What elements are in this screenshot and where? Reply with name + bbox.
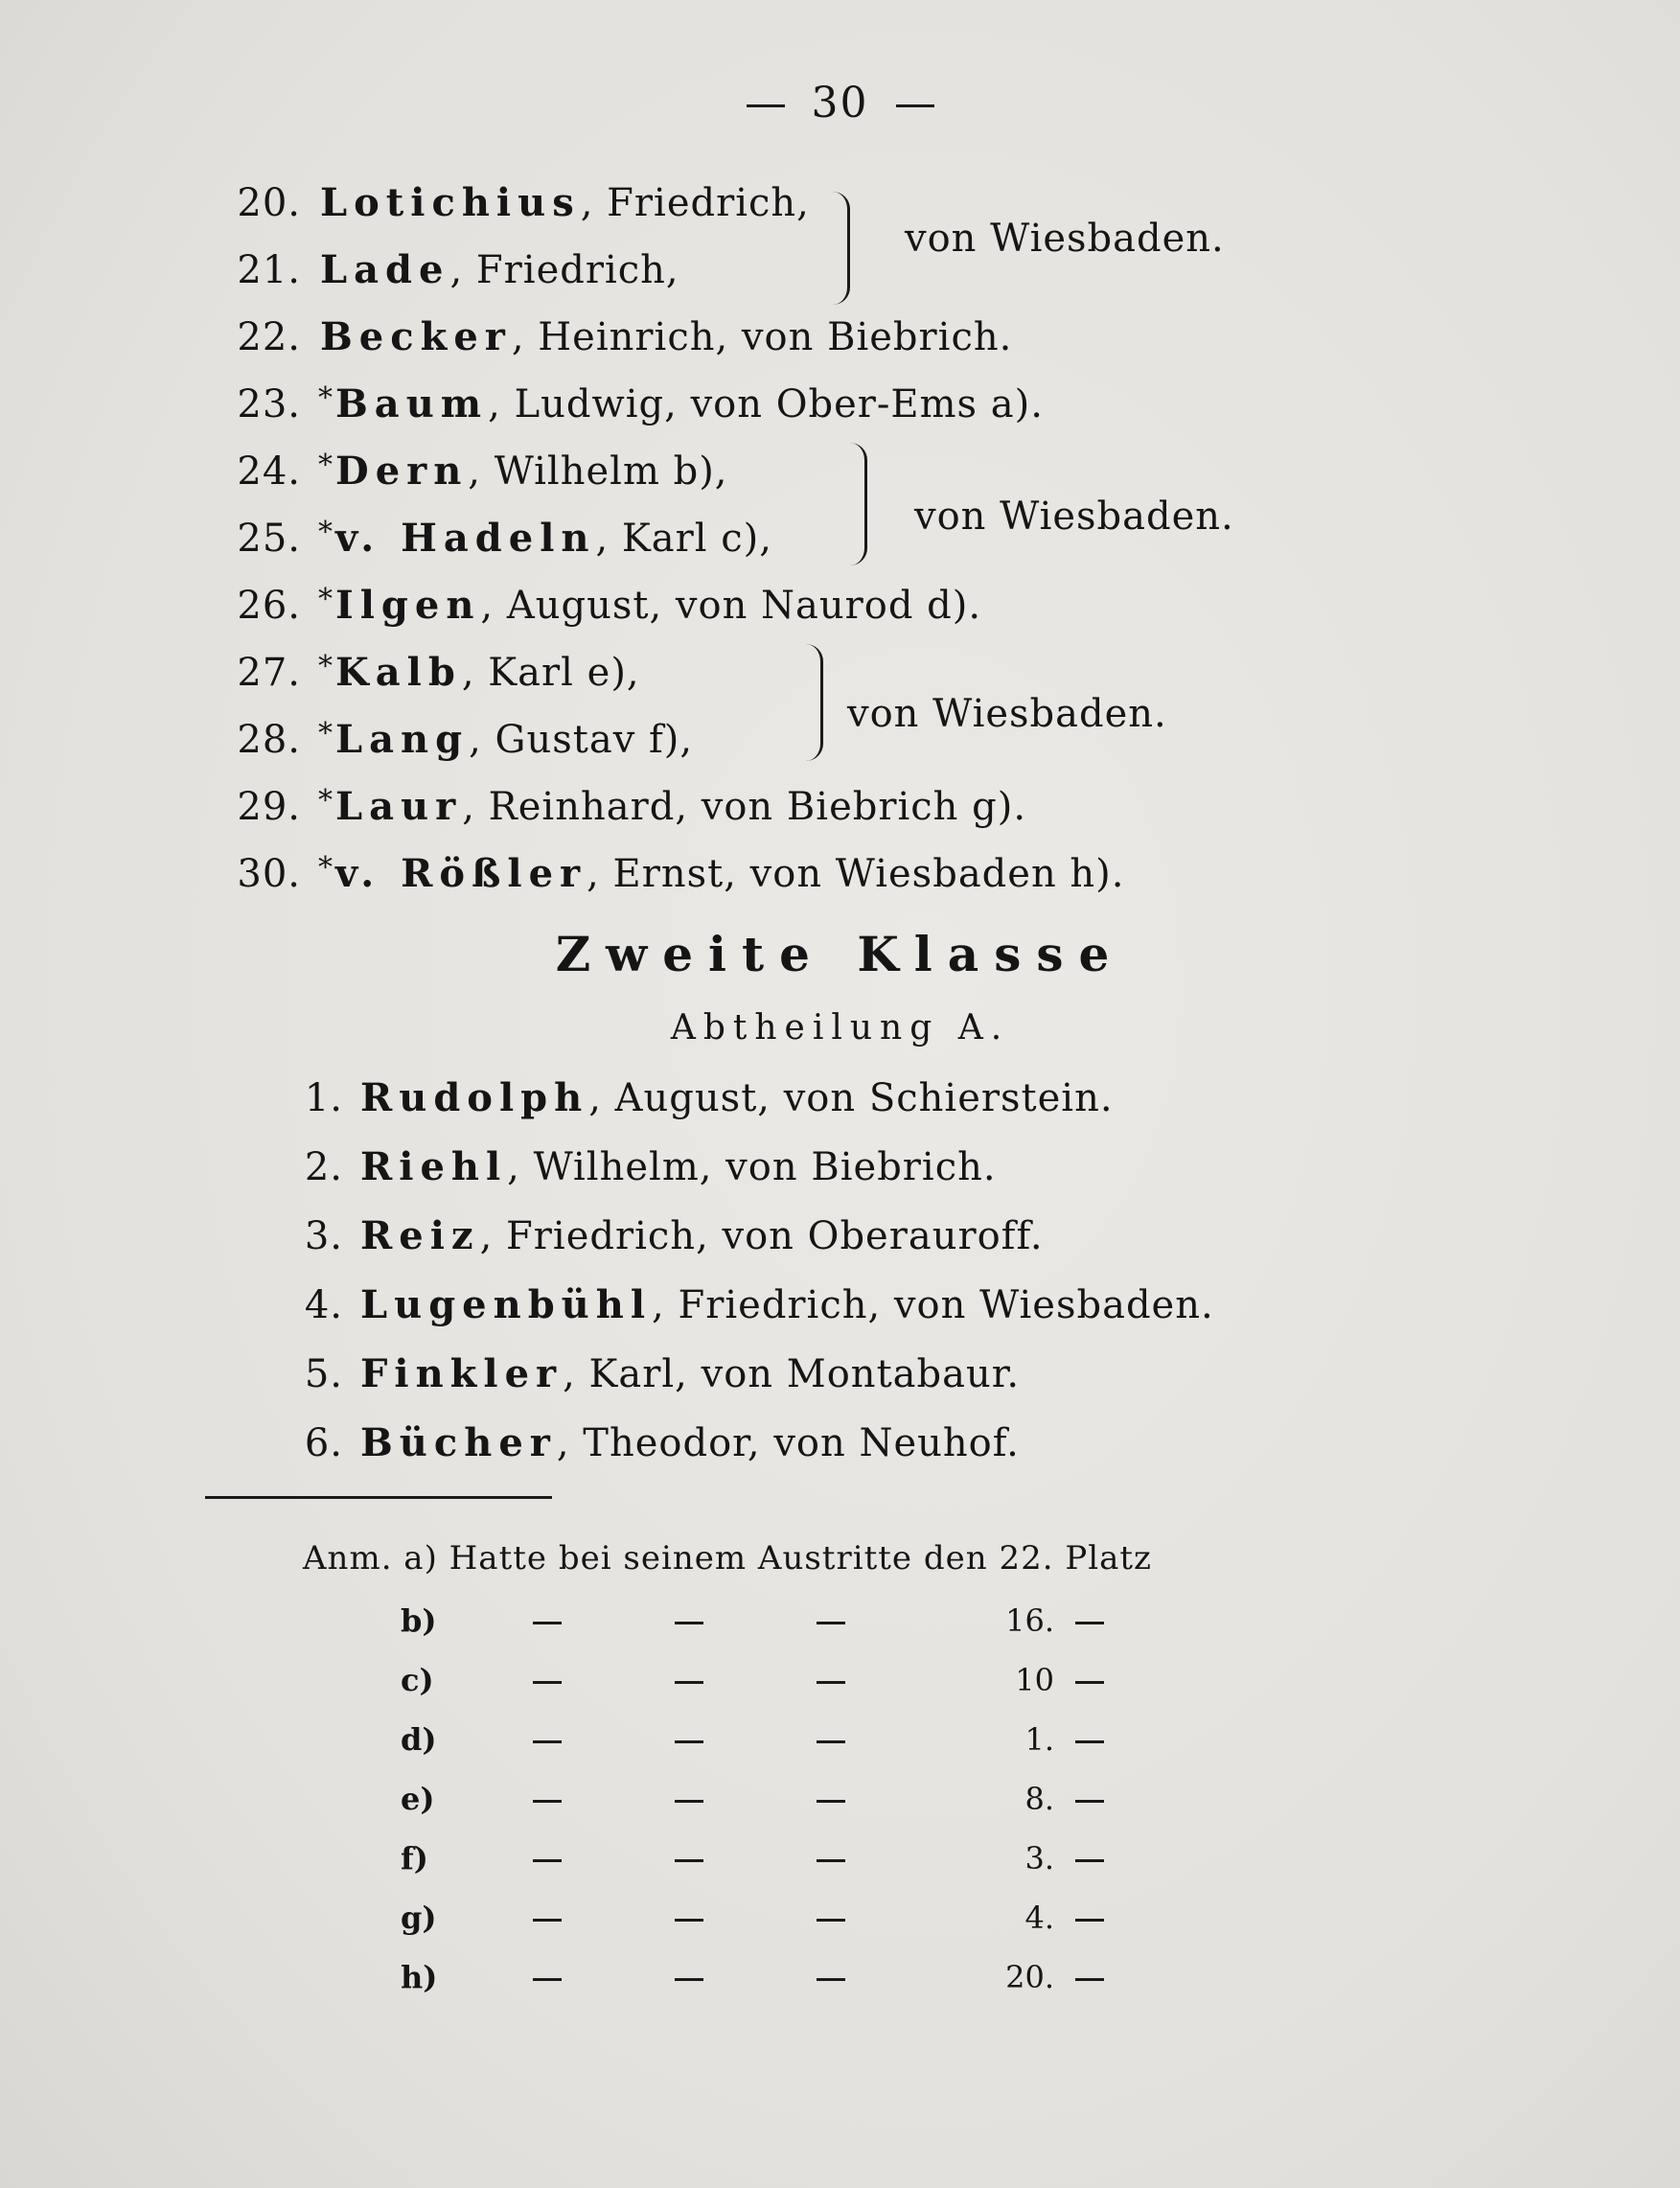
asterisk-mark: *: [318, 381, 334, 415]
list-item: [243, 1420, 1020, 1465]
entry-details: , Karl c),: [595, 517, 772, 561]
footnote-label: c): [401, 1662, 434, 1698]
entry-number: 28.: [237, 718, 301, 762]
ditto-dash: [1075, 1978, 1104, 1981]
brace-label: von Wiesbaden.: [914, 495, 1234, 539]
entry-details: , Friedrich,: [580, 181, 810, 225]
entry-number: 26.: [237, 584, 301, 628]
footnote-place: 8.: [1024, 1781, 1054, 1817]
list-item: [243, 1075, 1114, 1120]
entry-number: 25.: [237, 517, 301, 561]
footnote-row: [0, 1840, 1680, 1888]
list-item: [220, 449, 728, 494]
entry-surname: Laur: [335, 784, 463, 829]
list-item: [243, 1213, 1044, 1258]
list-item: [220, 314, 1012, 359]
section-heading: Zweite Klasse: [555, 926, 1125, 982]
entry-details: , Gustav f),: [469, 718, 694, 762]
asterisk-mark: *: [318, 717, 334, 750]
list-item: [243, 1282, 1214, 1327]
entry-details: , Wilhelm b),: [468, 449, 728, 494]
list-item: [243, 1144, 997, 1189]
entry-number: 3.: [304, 1214, 343, 1258]
entry-details: , Heinrich, von Biebrich.: [511, 315, 1013, 359]
entry-number: 6.: [304, 1421, 343, 1465]
footnote-place: 4.: [1024, 1900, 1054, 1936]
footnote-label: d): [401, 1721, 437, 1758]
ditto-dash: [675, 1978, 703, 1981]
entry-details: , Ernst, von Wiesbaden h).: [587, 852, 1125, 896]
entry-number: 30.: [237, 852, 301, 896]
ditto-dash: [675, 1740, 703, 1743]
entry-details: , Friedrich, von Wiesbaden.: [652, 1283, 1214, 1327]
asterisk-mark: *: [318, 583, 334, 616]
entry-surname: Dern: [335, 449, 469, 494]
entry-number: 5.: [304, 1352, 343, 1396]
list-item: [220, 851, 1125, 896]
entry-number: 22.: [237, 315, 301, 359]
list-item: [220, 247, 679, 292]
list-item: [243, 1351, 1020, 1396]
ditto-dash: [533, 1622, 562, 1624]
footnote-label: f): [401, 1840, 428, 1877]
ditto-dash: [817, 1740, 845, 1743]
footnote-row: [0, 1721, 1680, 1769]
entry-details: , Friedrich,: [449, 248, 679, 292]
entry-number: 23.: [237, 382, 301, 426]
entry-details: , Wilhelm, von Biebrich.: [507, 1145, 997, 1189]
ditto-dash: [533, 1919, 562, 1922]
footnote-place: 3.: [1024, 1840, 1054, 1877]
section-subheading: Abtheilung A.: [670, 1008, 1010, 1048]
entry-number: 2.: [304, 1145, 343, 1189]
ditto-dash: [675, 1622, 703, 1624]
list-item: [220, 717, 693, 762]
ditto-dash: [675, 1681, 703, 1684]
footnote-place: 1.: [1024, 1721, 1054, 1758]
asterisk-mark: *: [318, 851, 334, 885]
ditto-dash: [675, 1919, 703, 1922]
entry-surname: Lade: [320, 247, 450, 292]
grouping-brace: [832, 192, 850, 305]
ditto-dash: [533, 1978, 562, 1981]
ditto-dash: [675, 1859, 703, 1862]
footnote-row: [0, 1781, 1680, 1829]
list-item: [220, 784, 1026, 829]
entry-number: 1.: [304, 1076, 343, 1120]
footnote-label: e): [401, 1781, 435, 1817]
list-item: [220, 381, 1044, 426]
entry-surname: Lang: [335, 717, 470, 762]
list-item: [220, 180, 810, 225]
entry-details: , Friedrich, von Oberauroff.: [479, 1214, 1044, 1258]
grouping-brace: [849, 443, 867, 565]
entry-details: , Karl, von Montabaur.: [563, 1352, 1021, 1396]
ditto-dash: [1075, 1800, 1104, 1803]
footnote-row: [0, 1662, 1680, 1710]
entry-surname: Lotichius: [320, 180, 581, 225]
ditto-dash: [533, 1859, 562, 1862]
ditto-dash: [1075, 1681, 1104, 1684]
ditto-dash: [533, 1740, 562, 1743]
list-item: [220, 516, 772, 561]
ditto-dash: [817, 1859, 845, 1862]
ditto-dash: [533, 1800, 562, 1803]
footnote-row: [0, 1602, 1680, 1650]
page-number-value: 30: [811, 79, 869, 127]
entry-details: , August, von Naurod d).: [480, 584, 982, 628]
ditto-dash: [1075, 1919, 1104, 1922]
ditto-dash: [817, 1681, 845, 1684]
entry-surname: Becker: [320, 314, 512, 359]
entry-number: 27.: [237, 651, 301, 695]
footnote-rule: [205, 1496, 552, 1499]
entry-surname: Finkler: [360, 1351, 564, 1396]
grouping-brace: [805, 644, 823, 761]
ditto-dash: [1075, 1740, 1104, 1743]
footnote-place: 20.: [1005, 1959, 1054, 1995]
ditto-dash: [533, 1681, 562, 1684]
list-item: [220, 583, 981, 628]
ditto-dash: [675, 1800, 703, 1803]
ditto-dash: [817, 1800, 845, 1803]
asterisk-mark: *: [318, 784, 334, 818]
ditto-dash: [817, 1622, 845, 1624]
entry-number: 21.: [237, 248, 301, 292]
entry-number: 29.: [237, 785, 301, 829]
entry-surname: Bücher: [360, 1420, 557, 1465]
footnote-place: 10: [1015, 1662, 1054, 1698]
footnote-label: g): [401, 1900, 437, 1936]
entry-surname: Baum: [335, 381, 489, 426]
list-item: [220, 650, 640, 695]
entry-number: 20.: [237, 181, 301, 225]
entry-surname: v. Rößler: [335, 851, 587, 896]
entry-surname: Reiz: [360, 1213, 480, 1258]
entry-details: , Karl e),: [461, 651, 640, 695]
ditto-dash: [1075, 1622, 1104, 1624]
footnote-heading: Anm. a) Hatte bei seinem Austritte den 22. Platz: [303, 1539, 1152, 1578]
page-number-dash-left: [747, 104, 785, 107]
entry-surname: Riehl: [360, 1144, 508, 1189]
entry-surname: Kalb: [335, 650, 462, 695]
footnote-place: 16.: [1005, 1602, 1054, 1639]
entry-surname: Rudolph: [360, 1075, 589, 1120]
entry-details: , Ludwig, von Ober-Ems a).: [488, 382, 1044, 426]
brace-label: von Wiesbaden.: [847, 692, 1167, 736]
entry-details: , Theodor, von Neuhof.: [556, 1421, 1020, 1465]
entry-details: , Reinhard, von Biebrich g).: [462, 785, 1027, 829]
page-number: [0, 79, 1680, 127]
page-number-dash-right: [896, 104, 934, 107]
ditto-dash: [817, 1919, 845, 1922]
entry-details: , August, von Schierstein.: [588, 1076, 1114, 1120]
ditto-dash: [817, 1978, 845, 1981]
footnote-label: h): [401, 1959, 438, 1995]
entry-surname: Lugenbühl: [360, 1282, 653, 1327]
asterisk-mark: *: [318, 650, 334, 683]
asterisk-mark: *: [318, 516, 334, 549]
entry-surname: v. Hadeln: [335, 516, 596, 561]
footnote-label: b): [401, 1602, 437, 1639]
entry-number: 4.: [304, 1283, 343, 1327]
entry-surname: Ilgen: [335, 583, 481, 628]
footnote-row: [0, 1900, 1680, 1947]
brace-label: von Wiesbaden.: [905, 217, 1225, 261]
entry-number: 24.: [237, 449, 301, 494]
ditto-dash: [1075, 1859, 1104, 1862]
footnote-row: [0, 1959, 1680, 2007]
asterisk-mark: *: [318, 449, 334, 482]
